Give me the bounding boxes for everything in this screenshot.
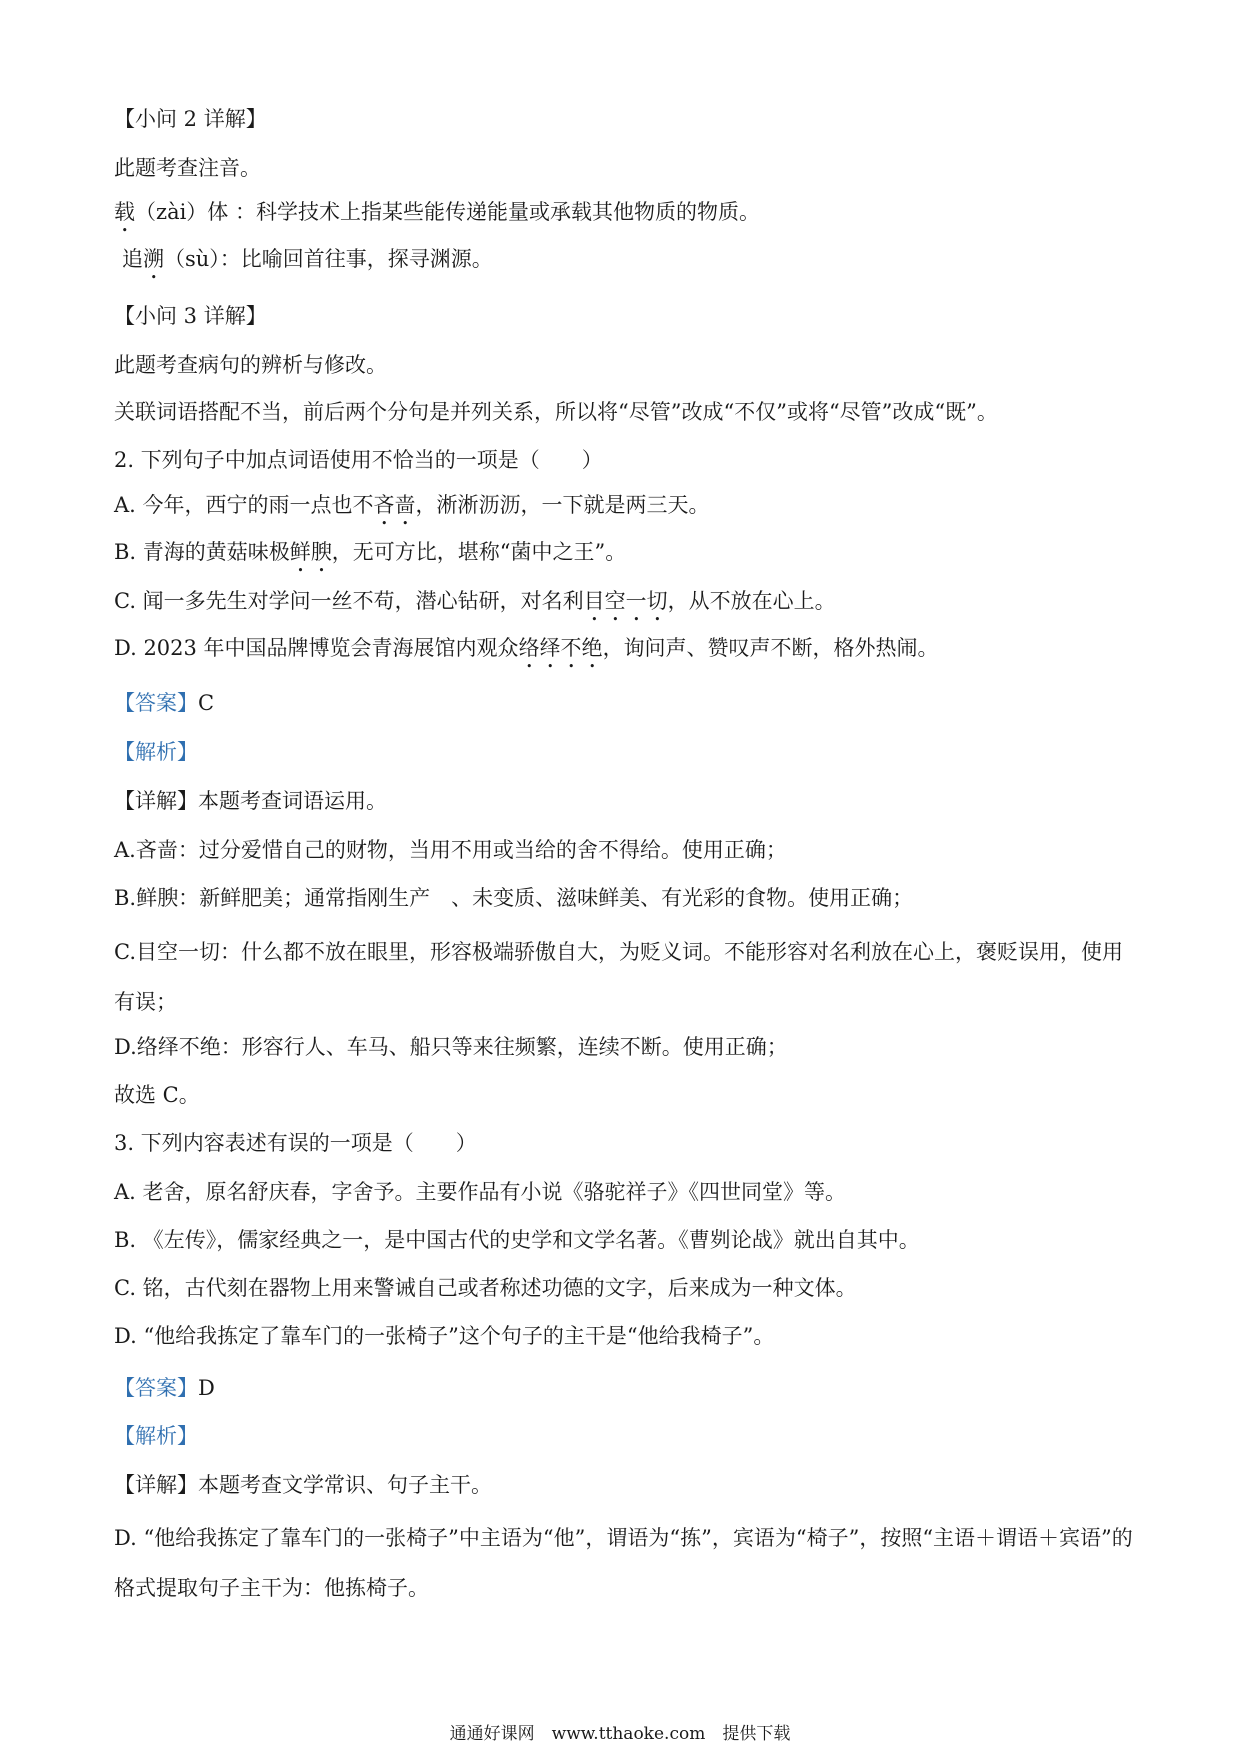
item-text: （zài）体 ：科学技术上指某些能传递能量或承载其他物质的物质。 xyxy=(135,200,760,224)
answer-value: D xyxy=(198,1376,215,1400)
sub2-heading: 【小问 2 详解】 xyxy=(114,107,267,131)
option-text: B. 青海的黄菇味极 xyxy=(114,540,290,564)
dotted-char: 溯 xyxy=(143,247,164,271)
item-text: 追 xyxy=(122,247,143,271)
answer-label: 【答案】 xyxy=(114,691,198,715)
question-3-option-b: B. 《左传》，儒家经典之一，是中国古代的史学和文学名著。《曹刿论战》就出自其中。 xyxy=(114,1228,920,1252)
question-3-answer xyxy=(114,1373,1134,1403)
question-2-option-d xyxy=(114,633,1134,673)
question-2-answer xyxy=(114,688,1134,718)
option-text: D. 2023 年中国品牌博览会青海展馆内观众 xyxy=(114,636,519,660)
answer-label: 【答案】 xyxy=(114,1376,198,1400)
answer-value: C xyxy=(198,691,215,715)
sub2-intro: 此题考查注音。 xyxy=(114,156,261,180)
question-2-stem: 2. 下列句子中加点词语使用不恰当的一项是（ ） xyxy=(114,448,603,472)
dotted-phrase: 鲜腴 xyxy=(289,540,332,564)
question-2-explain-d: D.络绎不绝：形容行人、车马、船只等来往频繁，连续不断。使用正确； xyxy=(114,1035,788,1059)
question-2-detail: 【详解】本题考查词语运用。 xyxy=(114,789,387,813)
sub2-item-1 xyxy=(114,197,1134,237)
question-2-conclusion: 故选 C。 xyxy=(114,1083,200,1107)
question-3-explain-d: D. “他给我拣定了靠车门的一张椅子”中主语为“他”，谓语为“拣”，宾语为“椅子”，按照“主语＋谓语＋宾语”的格式提取句子主干为：他拣椅子。 xyxy=(114,1526,1133,1600)
sub3-explanation: 关联词语搭配不当，前后两个分句是并列关系，所以将“尽管”改成“不仅”或将“尽管”改成“既”。 xyxy=(114,400,998,424)
item-text: （sù）：比喻回首往事，探寻渊源。 xyxy=(164,247,493,271)
option-text: A. 今年，西宁的雨一点也不 xyxy=(114,493,374,517)
question-2-explain-a: A.吝啬：过分爱惜自己的财物，当用不用或当给的舍不得给。使用正确； xyxy=(114,838,787,862)
dotted-phrase: 络绎不绝 xyxy=(518,636,603,660)
option-text: ，询问声、赞叹声不断，格外热闹。 xyxy=(602,636,939,660)
sub2-item-2 xyxy=(122,244,1142,284)
question-2-option-b xyxy=(114,537,1134,577)
page-footer: 通通好课网 www.tthaoke.com 提供下载 xyxy=(449,1724,791,1744)
option-text: ，从不放在心上。 xyxy=(667,589,836,613)
question-3-detail: 【详解】本题考查文学常识、句子主干。 xyxy=(114,1473,492,1497)
question-3-analysis-label: 【解析】 xyxy=(114,1424,198,1448)
question-3-option-a: A. 老舍，原名舒庆春，字舍予。主要作品有小说《骆驼祥子》《四世同堂》等。 xyxy=(114,1180,847,1204)
question-2-option-c xyxy=(114,586,1134,626)
dotted-phrase: 吝啬 xyxy=(373,493,416,517)
sub3-intro: 此题考查病句的辨析与修改。 xyxy=(114,353,387,377)
question-2-explain-c: C.目空一切：什么都不放在眼里，形容极端骄傲自大，为贬义词。不能形容对名利放在心上，褒贬误用，使用有误； xyxy=(114,940,1123,1014)
question-2-option-a xyxy=(114,490,1134,530)
question-3-stem: 3. 下列内容表述有误的一项是（ ） xyxy=(114,1131,477,1155)
option-text: ，淅淅沥沥，一下就是两三天。 xyxy=(415,493,710,517)
question-3-option-d: D. “他给我拣定了靠车门的一张椅子”这个句子的主干是“他给我椅子”。 xyxy=(114,1324,775,1348)
dotted-char: 载 xyxy=(114,200,135,224)
sub3-heading: 【小问 3 详解】 xyxy=(114,304,267,328)
option-text: C. 闻一多先生对学问一丝不苟，潜心钻研，对名利 xyxy=(114,589,584,613)
question-2-explain-b: B.鲜腴：新鲜肥美；通常指刚生产 、未变质、滋味鲜美、有光彩的食物。使用正确； xyxy=(114,886,914,910)
question-3-option-c: C. 铭，古代刻在器物上用来警诫自己或者称述功德的文字，后来成为一种文体。 xyxy=(114,1276,857,1300)
option-text: ，无可方比，堪称“菌中之王”。 xyxy=(331,540,627,564)
dotted-phrase: 目空一切 xyxy=(583,589,668,613)
question-2-analysis-label: 【解析】 xyxy=(114,740,198,764)
